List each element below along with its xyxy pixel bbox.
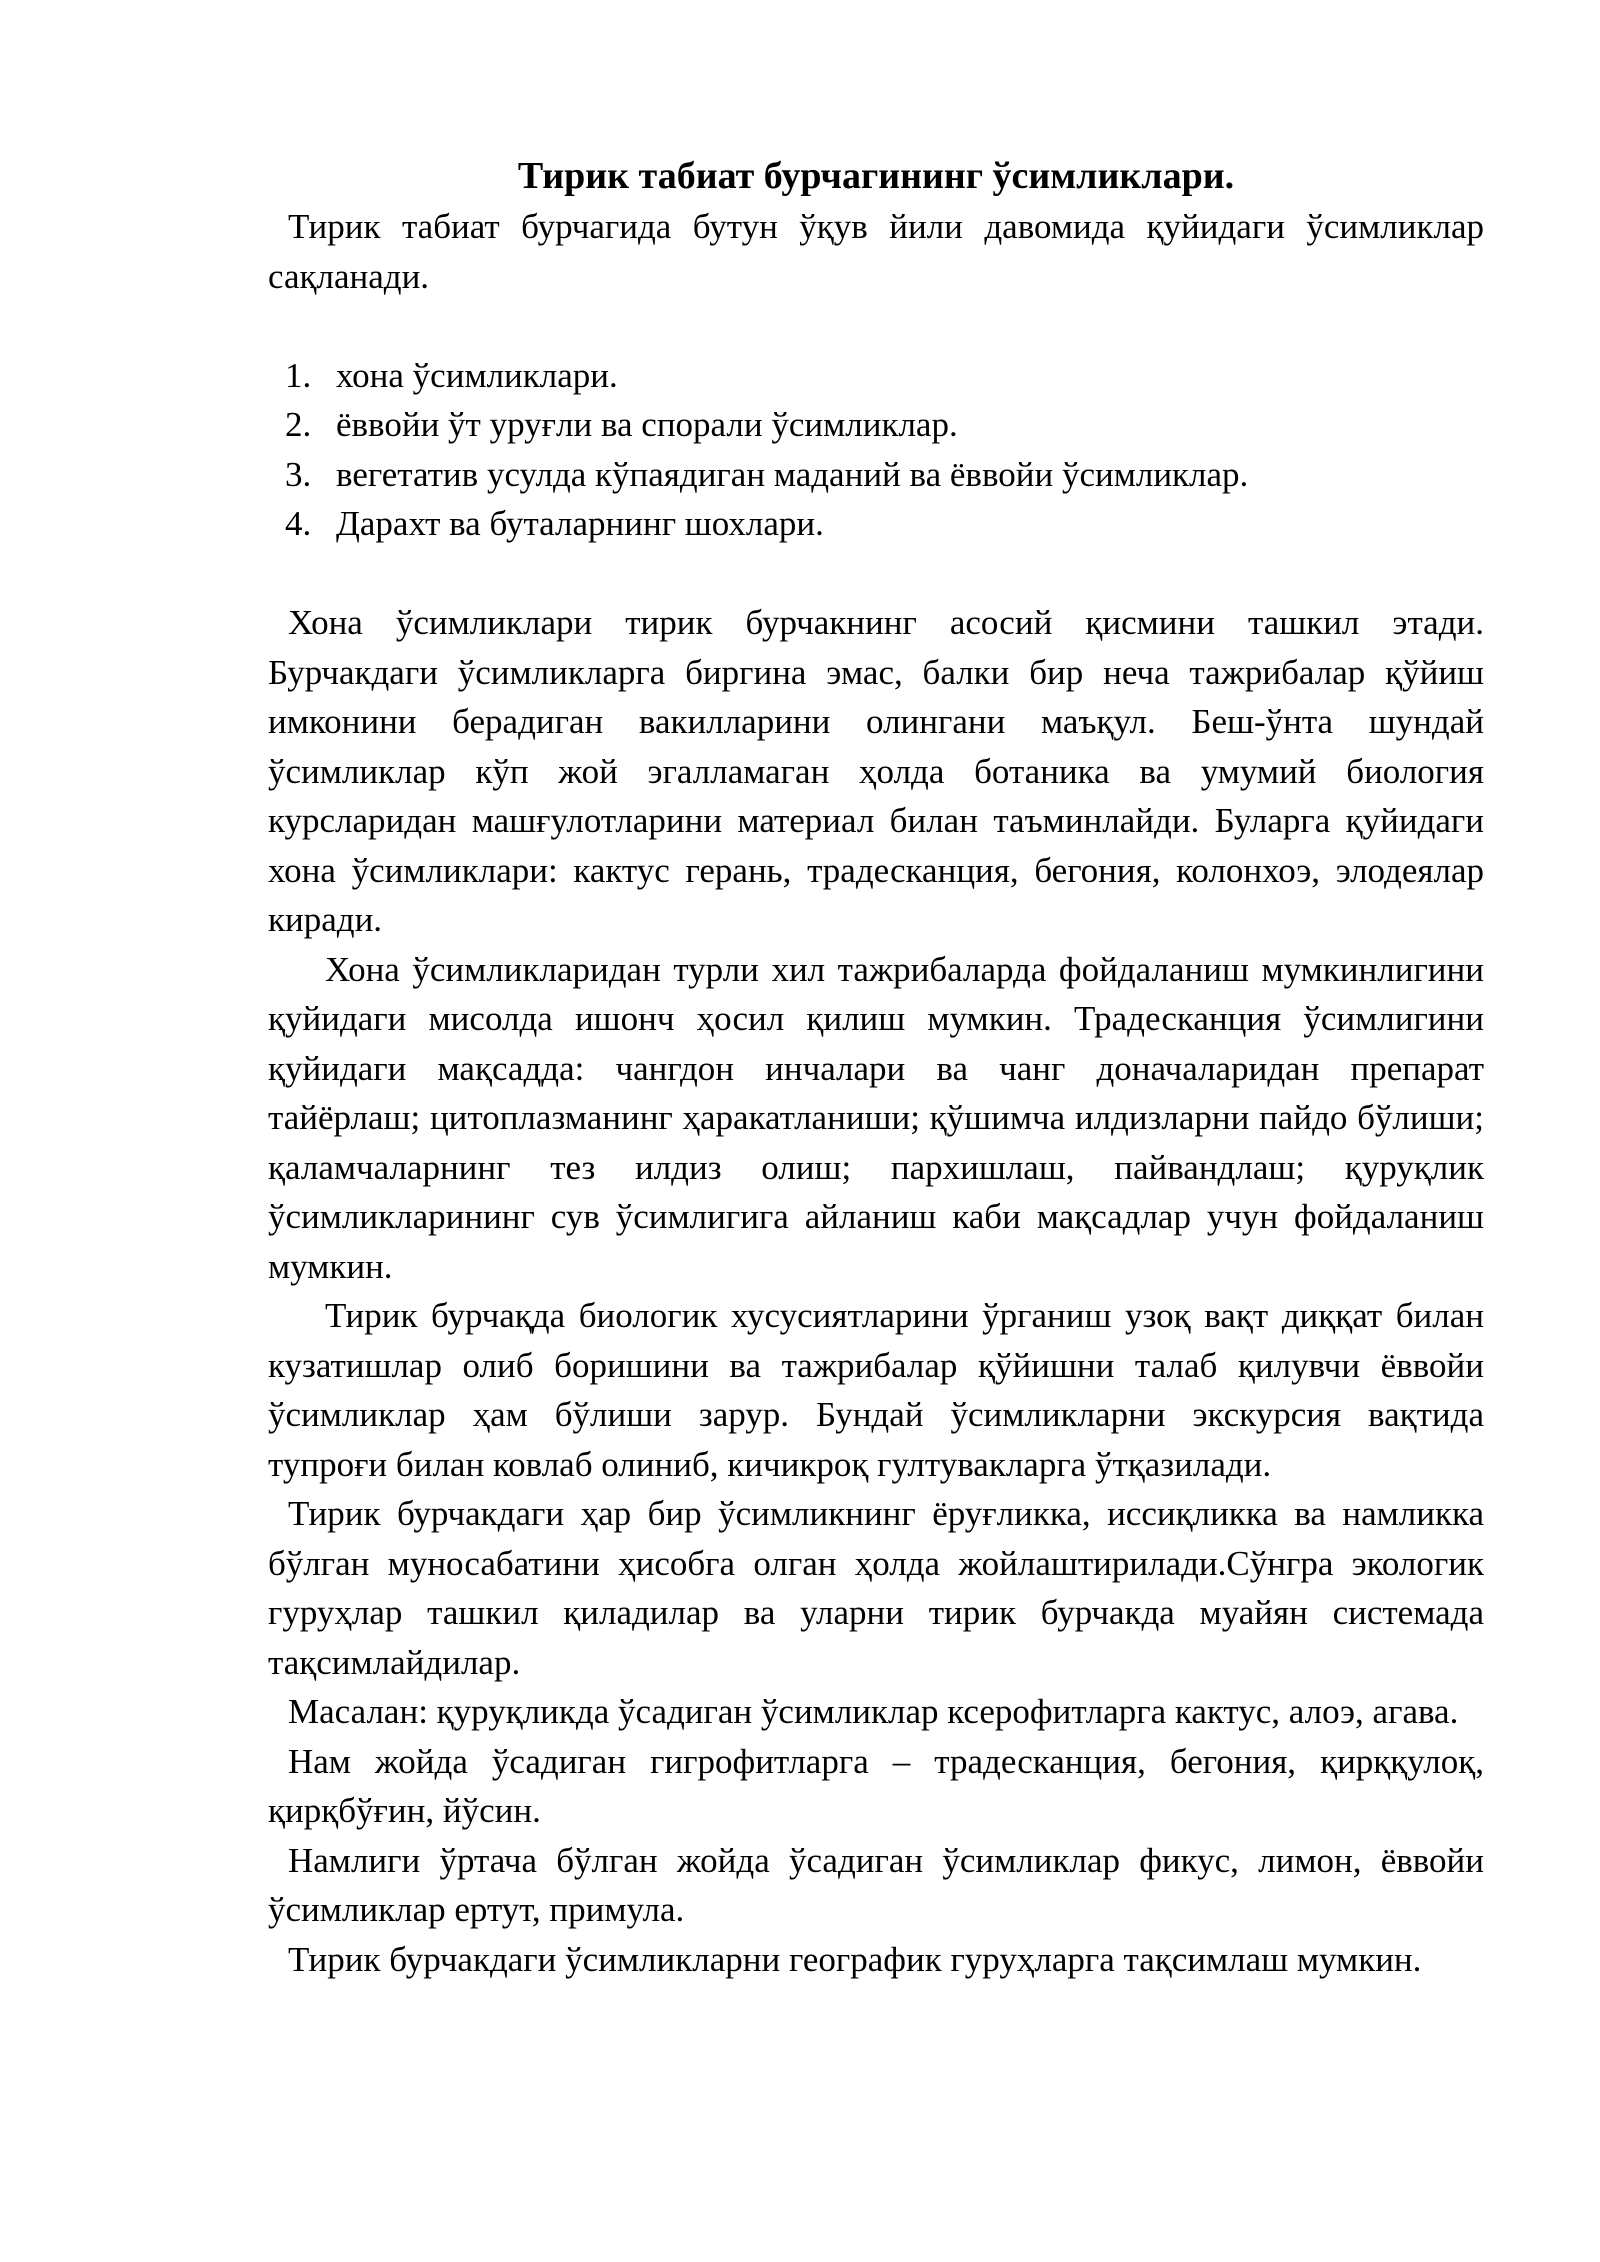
list-item (268, 400, 1484, 450)
list-item (268, 499, 1484, 549)
paragraph-placement: Тирик бурчакдаги ҳар бир ўсимликнинг ёруғликка, иссиқликка ва намликка бўлган муносабатини ҳисобга олган ҳолда жойлаштирилади.Сўнгра экологик гуруҳлар ташкил қиладилар ва уларни тирик бурчакда муайян системада тақсимлайдилар. (268, 1494, 1484, 1682)
list-item-number: 3. (285, 454, 312, 494)
list-item-text: вегетатив усулда кўпаядиган маданий ва ёввойи ўсимликлар. (336, 454, 1249, 494)
paragraph-wild-plants: Тирик бурчақда биологик хусусиятларини ўрганиш узоқ вақт диққат билан кузатишлар олиб боришини ва тажрибалар қўйишни талаб қилувчи ёввойи ўсимликлар ҳам бўлиши зарур. Бундай ўсимликларни экскурсия вақтида тупроғи билан ковлаб олиниб, кичикроқ гултувакларга ўтқазилади. (268, 1296, 1484, 1484)
list-item-number: 1. (285, 355, 312, 395)
document-body (268, 150, 1484, 1984)
spacer (268, 549, 1484, 599)
spacer (268, 301, 1484, 351)
list-item-text: Дарахт ва буталарнинг шохлари. (336, 504, 824, 543)
paragraph-tradescantia: Хона ўсимликларидан турли хил тажрибаларда фойдаланиш мумкинлигини қуйидаги мисолда ишонч ҳосил қилиш мумкин. Традесканция ўсимлигини қуйидаги мақсадда: чангдон инчалари ва чанг доначаларидан препарат тайёрлаш; цитоплазманинг ҳаракатланиши; қўшимча илдизларни пайдо бўлиши; қаламчаларнинг тез илдиз олиш; пархишлаш, пайвандлаш; қуруқлик ўсимликларининг сув ўсимлигига айланиш каби мақсадлар учун фойдаланиш мумкин. (268, 949, 1484, 1286)
numbered-list (268, 351, 1484, 549)
paragraph-xerophytes: Масалан: қуруқликда ўсадиган ўсимликлар ксерофитларга кактус, алоэ, агава. (288, 1692, 1459, 1731)
list-item-text: ёввойи ўт уруғли ва спорали ўсимликлар. (336, 405, 958, 444)
list-item (268, 351, 1484, 401)
page-title: Тирик табиат бурчагининг ўсимликлари. (517, 155, 1235, 197)
intro-paragraph: Тирик табиат бурчагида бутун ўқув йили давомида қуйидаги ўсимликлар сақланади. (268, 207, 1484, 296)
list-item-text: хона ўсимликлари. (336, 355, 618, 395)
paragraph-mesophytes: Намлиги ўртача бўлган жойда ўсадиган ўсимликлар фикус, лимон, ёввойи ўсимликлар ертут, примула. (268, 1840, 1484, 1929)
list-item (268, 450, 1484, 500)
paragraph-hygrophytes: Нам жойда ўсадиган гигрофитларга – традесканция, бегония, қирққулоқ, қирқбўғин, йўсин. (268, 1741, 1484, 1830)
paragraph-house-plants: Хона ўсимликлари тирик бурчакнинг асосий қисмини ташкил этади. Бурчакдаги ўсимликларга биргина эмас, балки бир неча тажрибалар қўйиш имконини берадиган вакилларини олингани маъқул. Беш-ўнта шундай ўсимликлар кўп жой эгалламаган ҳолда ботаника ва умумий биология курсларидан машғулотларини материал билан таъминлайди. Буларга қуйидаги хона ўсимликлари: кактус герань, традесканция, бегония, колонхоэ, элодеялар киради. (268, 603, 1484, 939)
paragraph-geographic: Тирик бурчакдаги ўсимликларни географик гуруҳларга тақсимлаш мумкин. (288, 1939, 1422, 1979)
list-item-number: 2. (285, 405, 312, 444)
list-item-number: 4. (285, 504, 312, 543)
